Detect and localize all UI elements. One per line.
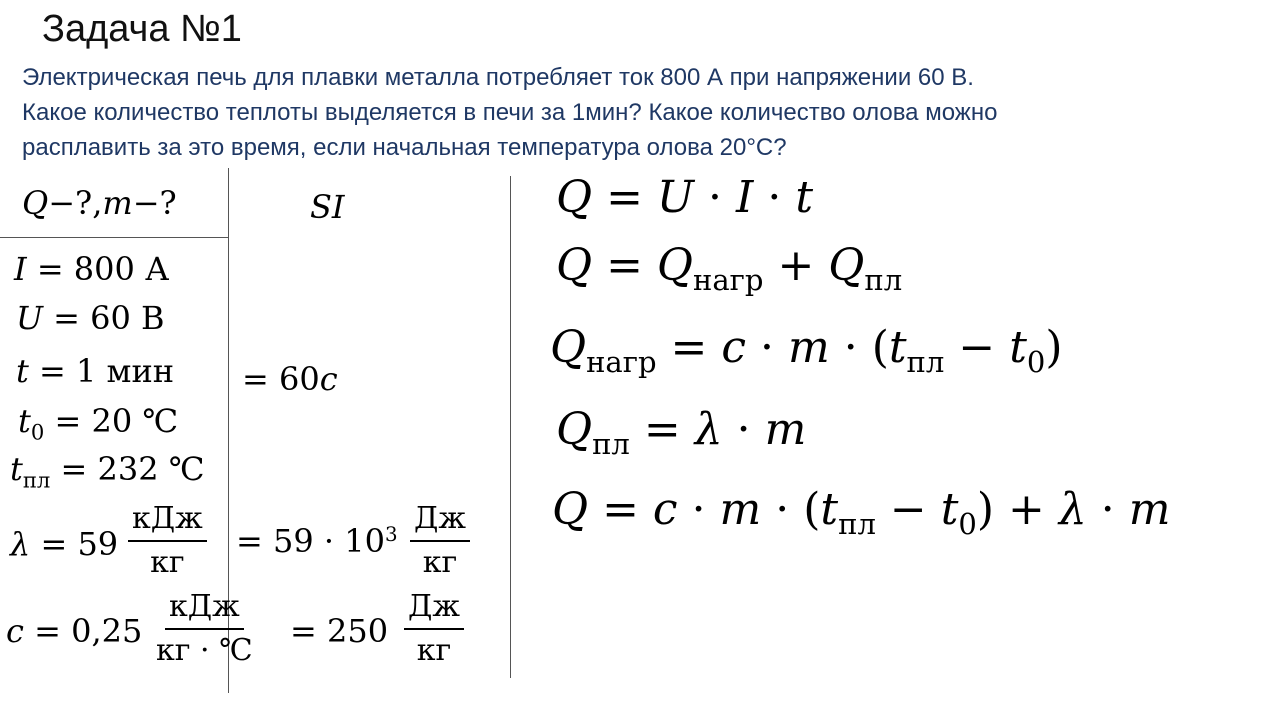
- si-time: = 60c: [242, 360, 338, 398]
- si-specific-heat: = 250: [290, 612, 389, 650]
- given-lambda: λ = 59: [10, 525, 119, 563]
- lambda-unit-fraction: кДж кг: [128, 500, 207, 582]
- si-lambda-unit-fraction: Дж кг: [410, 500, 470, 582]
- problem-line-2: Какое количество теплоты выделяется в печи за 1мин? Какое количество олова можно: [22, 99, 998, 126]
- given-melting-temperature: $t_{пл} = 232$ ℃: [10, 450, 205, 493]
- formula-heat-joule: Q = U · I · t: [556, 172, 814, 223]
- given-time: t = 1 мин: [16, 352, 175, 390]
- problem-statement: [22, 60, 1262, 165]
- given-initial-temperature: $t_0 = 20$ ℃: [18, 402, 179, 445]
- formula-heat-sum: $Q = Q_{нагр} + Q_{пл}$: [556, 240, 903, 298]
- given-current: I = 800 А: [14, 250, 170, 288]
- formula-heating: $Q_{нагр} = c \cdot m \cdot (t_{пл} - t_0)$: [550, 322, 1063, 380]
- given-specific-heat: c = 0,25: [6, 612, 143, 650]
- given-voltage: U = 60 В: [16, 299, 165, 337]
- si-header: SI: [310, 188, 345, 226]
- find-expression: Q−?,m−?: [22, 184, 177, 222]
- si-specific-heat-unit-fraction: Дж кг: [404, 588, 464, 670]
- si-lambda: = $59 \cdot 10^3$: [236, 522, 398, 560]
- solution-divider-line: [510, 176, 511, 678]
- problem-line-1: Электрическая печь для плавки металла потребляет ток 800 А при напряжении 60 В.: [22, 64, 974, 91]
- formula-total-heat: $Q = c \cdot m \cdot (t_{пл} - t_0) + \lambda \cdot m$: [552, 484, 1171, 542]
- page-title: Задача №1: [42, 8, 242, 50]
- specific-heat-unit-fraction: кДж кг · ℃: [156, 589, 253, 668]
- problem-line-3: расплавить за это время, если начальная температура олова 20°C?: [22, 134, 787, 161]
- find-underline: [0, 237, 228, 238]
- formula-melting: $Q_{пл} = \lambda \cdot m$: [556, 404, 807, 462]
